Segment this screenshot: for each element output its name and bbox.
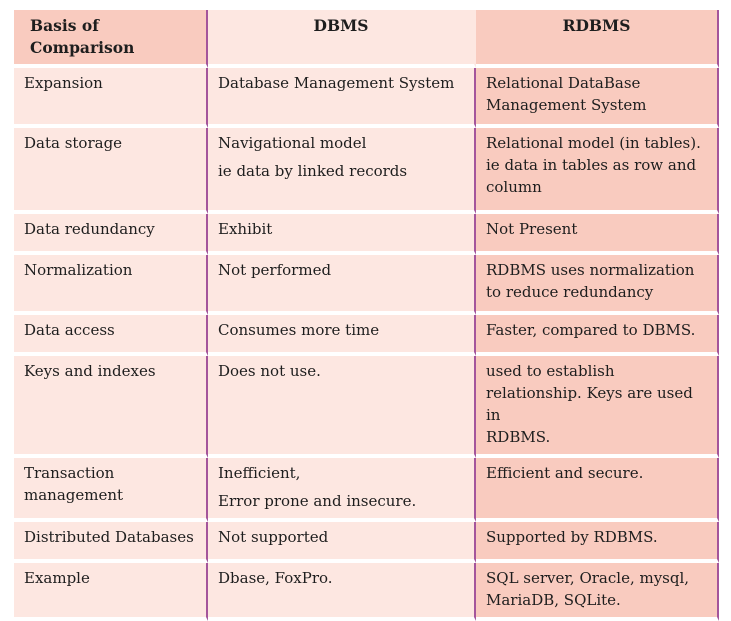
- rdbms-cell: [476, 522, 719, 563]
- table-row: [14, 458, 719, 522]
- dbms-cell: [208, 356, 476, 458]
- cell-text-line: Supported by RDBMS.: [486, 528, 658, 546]
- table-row: [14, 128, 719, 214]
- cell-text-line: Exhibit: [218, 220, 273, 238]
- cell-text-line: column: [486, 178, 542, 196]
- dbms-cell: [208, 315, 476, 356]
- cell-text-line: Database Management System: [218, 74, 455, 92]
- cell-text-line: RDBMS.: [486, 428, 551, 446]
- cell-text-line: Expansion: [24, 74, 103, 92]
- table-row: [14, 315, 719, 356]
- cell-text-line: Keys and indexes: [24, 362, 156, 380]
- cell-text-line: Data access: [24, 321, 115, 339]
- basis-cell: [14, 315, 208, 356]
- cell-text-line: Faster, compared to DBMS.: [486, 321, 696, 339]
- cell-text-line: SQL server, Oracle, mysql,: [486, 569, 690, 587]
- basis-cell: [14, 68, 208, 128]
- rdbms-cell: [476, 255, 719, 315]
- cell-text-line: Distributed Databases: [24, 528, 194, 546]
- cell-text-line: relationship. Keys are used in: [486, 384, 693, 424]
- table-row: [14, 522, 719, 563]
- cell-text-line: ie data in tables as row and: [486, 156, 697, 174]
- table-header-row: [14, 10, 719, 68]
- cell-text-line: Not supported: [218, 528, 329, 546]
- basis-cell: [14, 522, 208, 563]
- cell-text-line: ie data by linked records: [218, 162, 408, 180]
- table-row: [14, 356, 719, 458]
- cell-text-line: Relational DataBase: [486, 74, 641, 92]
- cell-text-line: Relational model (in tables).: [486, 134, 701, 152]
- comparison-table: [14, 10, 719, 621]
- dbms-cell: [208, 68, 476, 128]
- rdbms-cell: [476, 315, 719, 356]
- cell-text-line: used to establish: [486, 362, 615, 380]
- cell-text-line: Not performed: [218, 261, 332, 279]
- basis-cell: [14, 563, 208, 621]
- header-dbms-cell: DBMS: [208, 10, 476, 68]
- header-basis-cell: Basis of Comparison: [14, 10, 208, 68]
- cell-text-line: Does not use.: [218, 362, 321, 380]
- dbms-cell: [208, 255, 476, 315]
- cell-text-line: Data redundancy: [24, 220, 155, 238]
- cell-text-line: to reduce redundancy: [486, 283, 654, 301]
- table-row: [14, 68, 719, 128]
- rdbms-cell: [476, 214, 719, 255]
- dbms-cell: [208, 214, 476, 255]
- basis-cell: [14, 255, 208, 315]
- cell-text-line: Navigational model: [218, 134, 367, 152]
- cell-text-line: Not Present: [486, 220, 578, 238]
- rdbms-cell: [476, 68, 719, 128]
- dbms-cell: [208, 563, 476, 621]
- cell-text-line: Efficient and secure.: [486, 464, 644, 482]
- rdbms-cell: [476, 563, 719, 621]
- basis-cell: [14, 128, 208, 214]
- table-row: [14, 214, 719, 255]
- table-row: [14, 563, 719, 621]
- cell-text-line: Data storage: [24, 134, 123, 152]
- basis-cell: [14, 458, 208, 522]
- dbms-cell: [208, 128, 476, 214]
- cell-text-line: Transaction: [24, 464, 115, 482]
- header-rdbms-cell: RDBMS: [476, 10, 719, 68]
- rdbms-cell: [476, 458, 719, 522]
- cell-text-line: Error prone and insecure.: [218, 492, 417, 510]
- cell-text-line: Management System: [486, 96, 647, 114]
- table-row: [14, 255, 719, 315]
- cell-text-line: MariaDB, SQLite.: [486, 591, 621, 609]
- cell-text-line: Dbase, FoxPro.: [218, 569, 333, 587]
- cell-text-line: Example: [24, 569, 90, 587]
- dbms-cell: [208, 458, 476, 522]
- table-body: [14, 68, 719, 621]
- cell-text-line: Consumes more time: [218, 321, 380, 339]
- rdbms-cell: [476, 356, 719, 458]
- rdbms-cell: [476, 128, 719, 214]
- cell-text-line: RDBMS uses normalization: [486, 261, 695, 279]
- dbms-cell: [208, 522, 476, 563]
- cell-text-line: Inefficient,: [218, 464, 301, 482]
- cell-text-line: management: [24, 486, 124, 504]
- cell-text-line: Normalization: [24, 261, 133, 279]
- basis-cell: [14, 356, 208, 458]
- basis-cell: [14, 214, 208, 255]
